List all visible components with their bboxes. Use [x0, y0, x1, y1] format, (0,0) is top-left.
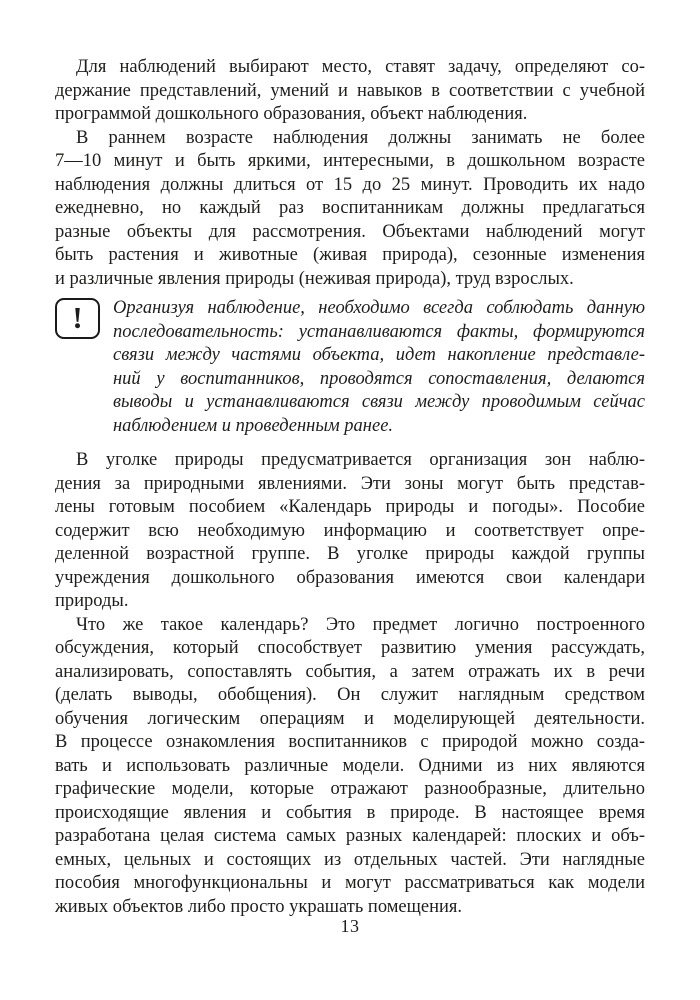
text-line: емных, цельных и состоящих из отдельных частей. Эти наглядные	[55, 849, 645, 870]
text-line: В процессе ознакомления воспитанников с природой можно созда-	[55, 732, 645, 752]
text-line: разные объекты для рассмотрения. Объектами наблюдений могут	[55, 221, 645, 242]
text-line: последовательность: устанавливаются факты, формируются	[113, 321, 645, 342]
text-line: учреждения дошкольного образования имеются свои календари	[55, 567, 645, 588]
text-line: быть растения и животные (живая природа), сезонные изменения	[55, 245, 645, 265]
exclamation-glyph: !	[72, 299, 83, 335]
text-line: держание представлений, умений и навыков в соответствии с учебной	[55, 80, 645, 101]
text-line: Что же такое календарь? Это предмет логично построенного	[76, 614, 645, 635]
text-line: Для наблюдений выбирают место, ставят задачу, определяют со-	[76, 57, 645, 77]
text-line: и различные явления природы (неживая природа), труд взрослых.	[55, 268, 574, 289]
text-line: происходящие явления и события в природе. В настоящее время	[55, 802, 645, 823]
paragraph	[55, 449, 645, 614]
text-line: обучения логическим операциям и моделирующей деятельности.	[55, 708, 645, 729]
text-line: пособия многофункциональны и могут рассматриваться как модели	[55, 873, 645, 893]
text-line: Организуя наблюдение, необходимо всегда соблюдать данную	[113, 298, 645, 318]
text-line: деленной возрастной группе. В уголке природы каждой группы	[55, 544, 645, 564]
text-line: лены готовым пособием «Календарь природы и погоды». Пособие	[55, 497, 645, 517]
paragraph	[55, 56, 645, 127]
text-line: разработана целая система самых разных календарей: плоских и объ-	[55, 826, 645, 846]
paragraph	[55, 614, 645, 920]
text-line: природы.	[55, 591, 129, 611]
text-line: графические модели, которые отражают разнообразные, длительно	[55, 779, 645, 799]
note-block	[55, 297, 645, 438]
text-line: В уголке природы предусматривается организация зон наблю-	[76, 450, 645, 470]
text-line: живых объектов либо просто украшать помещения.	[55, 896, 463, 917]
text-line: ний у воспитанников, проводятся сопоставления, делаются	[113, 368, 645, 389]
page-number: 13	[340, 916, 360, 936]
page-content	[55, 56, 645, 919]
text-line: содержит всю необходимую информацию и соответствует опре-	[55, 520, 645, 541]
text-line: ежедневно, но каждый раз воспитанникам должны предлагаться	[55, 198, 645, 218]
text-line: связи между частями объекта, идет накопление представле-	[113, 345, 645, 365]
text-line: 7—10 минут и быть яркими, интересными, в дошкольном возрасте	[55, 151, 645, 171]
text-line: (делать выводы, обобщения). Он служит наглядным средством	[55, 685, 645, 705]
text-line: В раннем возрасте наблюдения должны занимать не более	[76, 127, 645, 148]
text-line: выводы и устанавливаются связи между проводимым сейчас	[113, 392, 645, 412]
note-paragraph	[113, 297, 645, 438]
text-line: вать и использовать различные модели. Одними из них являются	[55, 755, 645, 776]
text-line: анализировать, сопоставлять события, а затем отражать их в речи	[55, 661, 645, 682]
text-line: наблюдения должны длиться от 15 до 25 минут. Проводить их надо	[55, 174, 645, 195]
text-line: дения за природными явлениями. Эти зоны могут быть представ-	[55, 473, 645, 494]
text-line: программой дошкольного образования, объект наблюдения.	[55, 104, 528, 124]
paragraph	[55, 127, 645, 292]
text-line: наблюдением и проведенным ранее.	[113, 415, 394, 436]
text-line: обсуждения, который способствует развитию умения рассуждать,	[55, 638, 645, 658]
exclamation-warning-icon	[55, 298, 100, 339]
